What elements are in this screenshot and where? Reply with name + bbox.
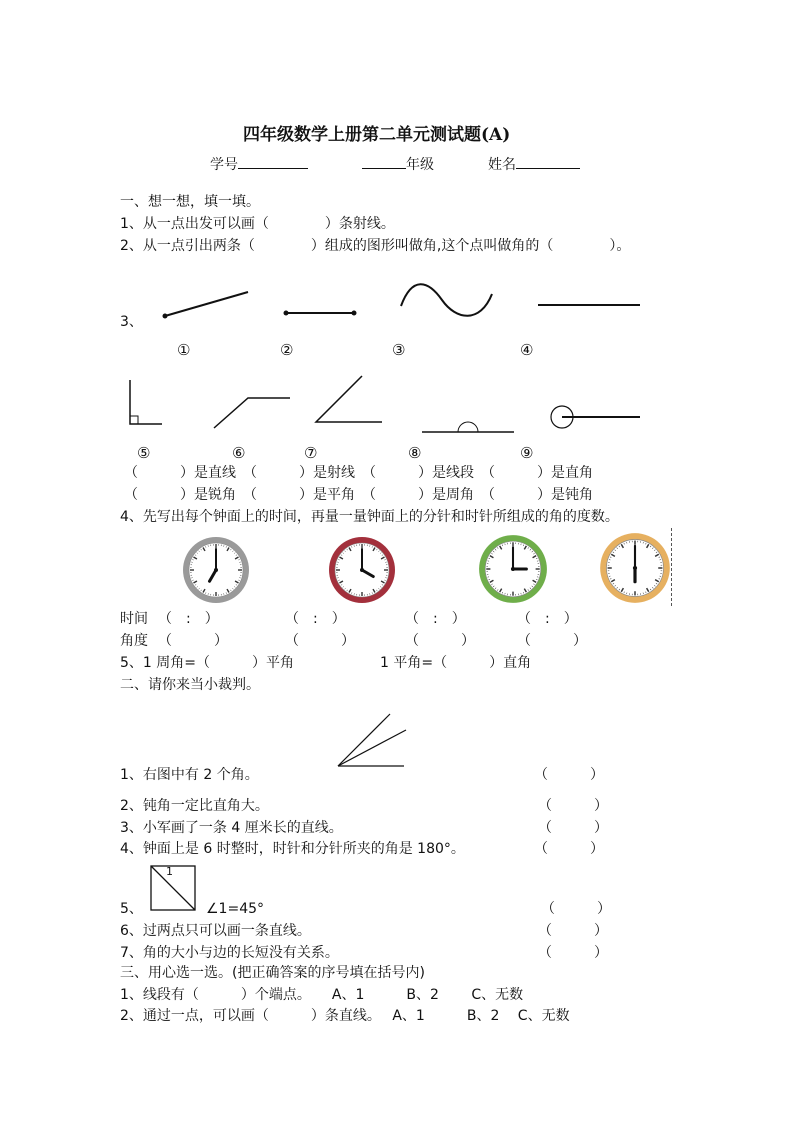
judge-blank-4: （ ） — [534, 841, 604, 857]
clock-center — [360, 568, 364, 572]
figure-number-5: ⑤ — [137, 444, 151, 462]
clock-center — [214, 568, 218, 572]
part2-angle-figure — [334, 710, 410, 770]
judge-item-3: 3、小军画了一条 4 厘米长的直线。 — [120, 820, 343, 836]
grade-blank — [362, 154, 406, 169]
name-blank — [516, 154, 580, 169]
part3-question-2: 2、通过一点，可以画（ ）条直线。 A、1 B、2 C、无数 — [120, 1008, 570, 1024]
figure-9-round-angle — [548, 404, 644, 432]
clock-2 — [326, 534, 398, 606]
judge-item-2: 2、钝角一定比直角大。 — [120, 798, 269, 814]
part3-question-1: 1、线段有（ ）个端点。 A、1 B、2 C、无数 — [120, 987, 524, 1003]
judge-blank-6: （ ） — [538, 923, 608, 939]
figure-number-9: ⑨ — [520, 444, 534, 462]
figure-number-8: ⑧ — [408, 444, 422, 462]
figure-3-curve — [398, 282, 496, 322]
judge-blank-5: （ ） — [541, 901, 611, 917]
q3-answer-row-1: （ ）是直线 （ ）是射线 （ ）是线段 （ ）是直角 — [124, 465, 593, 481]
part1-question-5-right: 1 平角=（ ）直角 — [380, 655, 532, 671]
part1-question-1: 1、从一点出发可以画（ ）条射线。 — [120, 216, 395, 232]
angle-blank-1: （ ） — [158, 633, 228, 649]
judge-blank-2: （ ） — [538, 798, 608, 814]
judge-item-7: 7、角的大小与边的长短没有关系。 — [120, 945, 339, 961]
square-angle-number: 1 — [166, 865, 173, 878]
time-blank-1: （ : ） — [158, 611, 219, 627]
page-title: 四年级数学上册第二单元测试题(A) — [243, 125, 511, 145]
student-number-label: 学号 — [210, 157, 238, 173]
square-diagonal-figure — [150, 865, 198, 913]
figure-6-obtuse-angle — [212, 394, 292, 432]
student-number-field — [210, 154, 308, 174]
judge-item-5: 5、 — [120, 901, 143, 917]
part2-heading: 二、请你来当小裁判。 — [120, 677, 260, 693]
clock-4 — [597, 530, 673, 606]
figure-number-7: ⑦ — [304, 444, 318, 462]
student-number-blank — [238, 154, 308, 169]
angle-45-label: ∠1=45° — [206, 901, 265, 917]
judge-blank-3: （ ） — [538, 820, 608, 836]
part3-heading: 三、用心选一选。(把正确答案的序号填在括号内) — [120, 965, 425, 981]
judge-item-4: 4、钟面上是 6 时整时，时针和分针所夹的角是 180°。 — [120, 841, 465, 857]
q3-answer-row-2: （ ）是锐角 （ ）是平角 （ ）是周角 （ ）是钝角 — [124, 487, 593, 503]
judge-blank-1: （ ） — [534, 767, 604, 783]
figure-8-straight-angle — [420, 416, 516, 436]
judge-item-6: 6、过两点只可以画一条直线。 — [120, 923, 311, 939]
part1-question-3-label: 3、 — [120, 314, 143, 330]
name-field — [488, 154, 580, 174]
clock-center — [633, 566, 637, 570]
angle-blank-2: （ ） — [285, 633, 355, 649]
judge-item-1: 1、右图中有 2 个角。 — [120, 767, 259, 783]
name-label: 姓名 — [488, 157, 516, 173]
figure-number-2: ② — [280, 341, 294, 359]
time-blank-4: （ : ） — [517, 611, 578, 627]
page-edge-dashed-line — [671, 528, 672, 606]
grade-field — [362, 154, 434, 174]
part1-question-2: 2、从一点引出两条（ ）组成的图形叫做角,这个点叫做角的（ ）。 — [120, 238, 631, 254]
part1-question-5-left: 5、1 周角=（ ）平角 — [120, 655, 294, 671]
clock-1 — [180, 534, 252, 606]
figure-number-6: ⑥ — [232, 444, 246, 462]
clock-3 — [476, 532, 550, 606]
figure-number-1: ① — [177, 341, 191, 359]
part1-heading: 一、想一想，填一填。 — [120, 194, 260, 210]
figure-number-3: ③ — [392, 341, 406, 359]
angle-blank-4: （ ） — [517, 633, 587, 649]
clock-center — [511, 567, 515, 571]
part1-question-4: 4、先写出每个钟面上的时间，再量一量钟面上的分针和时针所组成的角的度数。 — [120, 509, 619, 525]
figure-4-line — [536, 300, 644, 310]
judge-blank-7: （ ） — [538, 945, 608, 961]
figure-1-ray — [160, 288, 252, 322]
time-blank-3: （ : ） — [405, 611, 466, 627]
time-label: 时间 — [120, 611, 148, 627]
figure-2-segment — [280, 307, 360, 319]
angle-label: 角度 — [120, 633, 148, 649]
figure-number-4: ④ — [520, 341, 534, 359]
figure-7-acute-angle — [312, 374, 384, 426]
angle-blank-3: （ ） — [405, 633, 475, 649]
figure-5-right-angle — [124, 378, 164, 428]
time-blank-2: （ : ） — [285, 611, 346, 627]
grade-label: 年级 — [406, 157, 434, 173]
